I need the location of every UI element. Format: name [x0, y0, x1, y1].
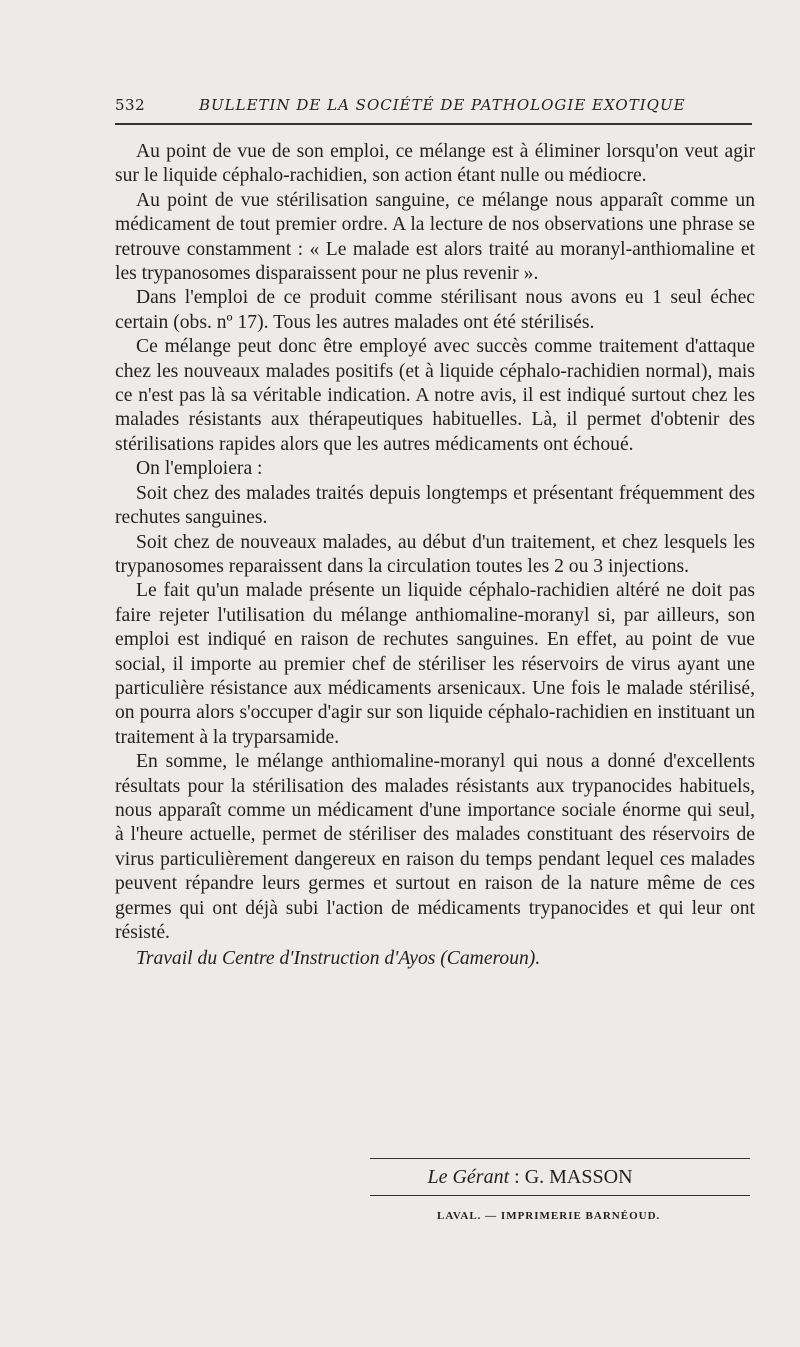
- paragraph: En somme, le mélange anthiomaline-moranyl qui nous a donné d'excellents résultats pour la stérilisation des malades résistants aux trypanocides habituels, nous apparaît comme un médicament d'une importance sociale énorme qui seul, à l'heure actuelle, permet de stériliser des malades constituant des réservoirs de virus particulièrement dangereux en raison du temps pendant lequel ces malades peuvent répandre leurs germes et surtout en raison de la nature même de ces germes qui ont déjà subi l'action de médicaments trypanocides et qui leur ont résisté.: [115, 751, 755, 943]
- signature-separator: :: [509, 1166, 525, 1188]
- paragraph: Dans l'emploi de ce produit comme stérilisant nous avons eu 1 seul échec certain (obs. nº 17). Tous les autres malades ont été stérilisés.: [115, 287, 755, 333]
- paragraph: Soit chez de nouveaux malades, au début d'un traitement, et chez lesquels les trypanosomes reparaissent dans la circulation toutes les 2 ou 3 injections.: [115, 531, 755, 577]
- header-rule: [115, 123, 752, 125]
- page-header: [115, 96, 755, 120]
- paragraph: Au point de vue de son emploi, ce mélange est à éliminer lorsqu'on veut agir sur le liquide céphalo-rachidien, son action étant nulle ou médiocre.: [115, 141, 755, 187]
- managing-editor-signature: [370, 1164, 690, 1190]
- paragraph: Ce mélange peut donc être employé avec succès comme traitement d'attaque chez les nouveaux malades positifs (et à liquide céphalo-rachidien normal), mais ce n'est pas là sa véritable indication. A notre avis, il est indiqué surtout chez les malades résistants aux thérapeutiques habituelles. Là, il permet d'obtenir des stérilisations rapides alors que les autres médicaments ont échoué.: [115, 336, 755, 455]
- paragraph: Au point de vue stérilisation sanguine, ce mélange nous apparaît comme un médicament de tout premier ordre. A la lecture de nos observations une phrase se retrouve constamment : « Le malade est alors traité au moranyl-anthiomaline et les trypanosomes disparaissent pour ne plus revenir ».: [115, 189, 755, 285]
- article-body: [115, 140, 755, 972]
- paragraph: Soit chez des malades traités depuis longtemps et présentant fréquemment des rechutes sanguines.: [115, 482, 755, 529]
- institution-credit: Travail du Centre d'Instruction d'Ayos (Cameroun).: [136, 948, 541, 970]
- page-number: 532: [115, 96, 146, 114]
- signature-role: Le Gérant: [427, 1166, 510, 1188]
- signature-rule-top: [370, 1158, 750, 1159]
- signature-name: G. MASSON: [524, 1166, 633, 1188]
- paragraph: On l'emploiera :: [136, 458, 263, 480]
- paragraph: Le fait qu'un malade présente un liquide céphalo-rachidien altéré ne doit pas faire rejeter l'utilisation du mélange anthiomaline-moranyl si, par ailleurs, son emploi est indiqué en raison de rechutes sanguines. En effet, au point de vue social, il importe au premier chef de stériliser les réservoirs de virus ayant une particulière résistance aux médicaments arsenicaux. Une fois le malade stérilisé, on pourra alors s'occuper d'agir sur son liquide céphalo-rachidien en instituant un traitement à la tryparsamide.: [115, 580, 755, 748]
- signature-rule-bottom: [370, 1195, 750, 1196]
- running-title: BULLETIN DE LA SOCIÉTÉ DE PATHOLOGIE EXOTIQUE: [199, 96, 686, 114]
- printer-imprint: LAVAL. — IMPRIMERIE BARNÉOUD.: [437, 1210, 661, 1222]
